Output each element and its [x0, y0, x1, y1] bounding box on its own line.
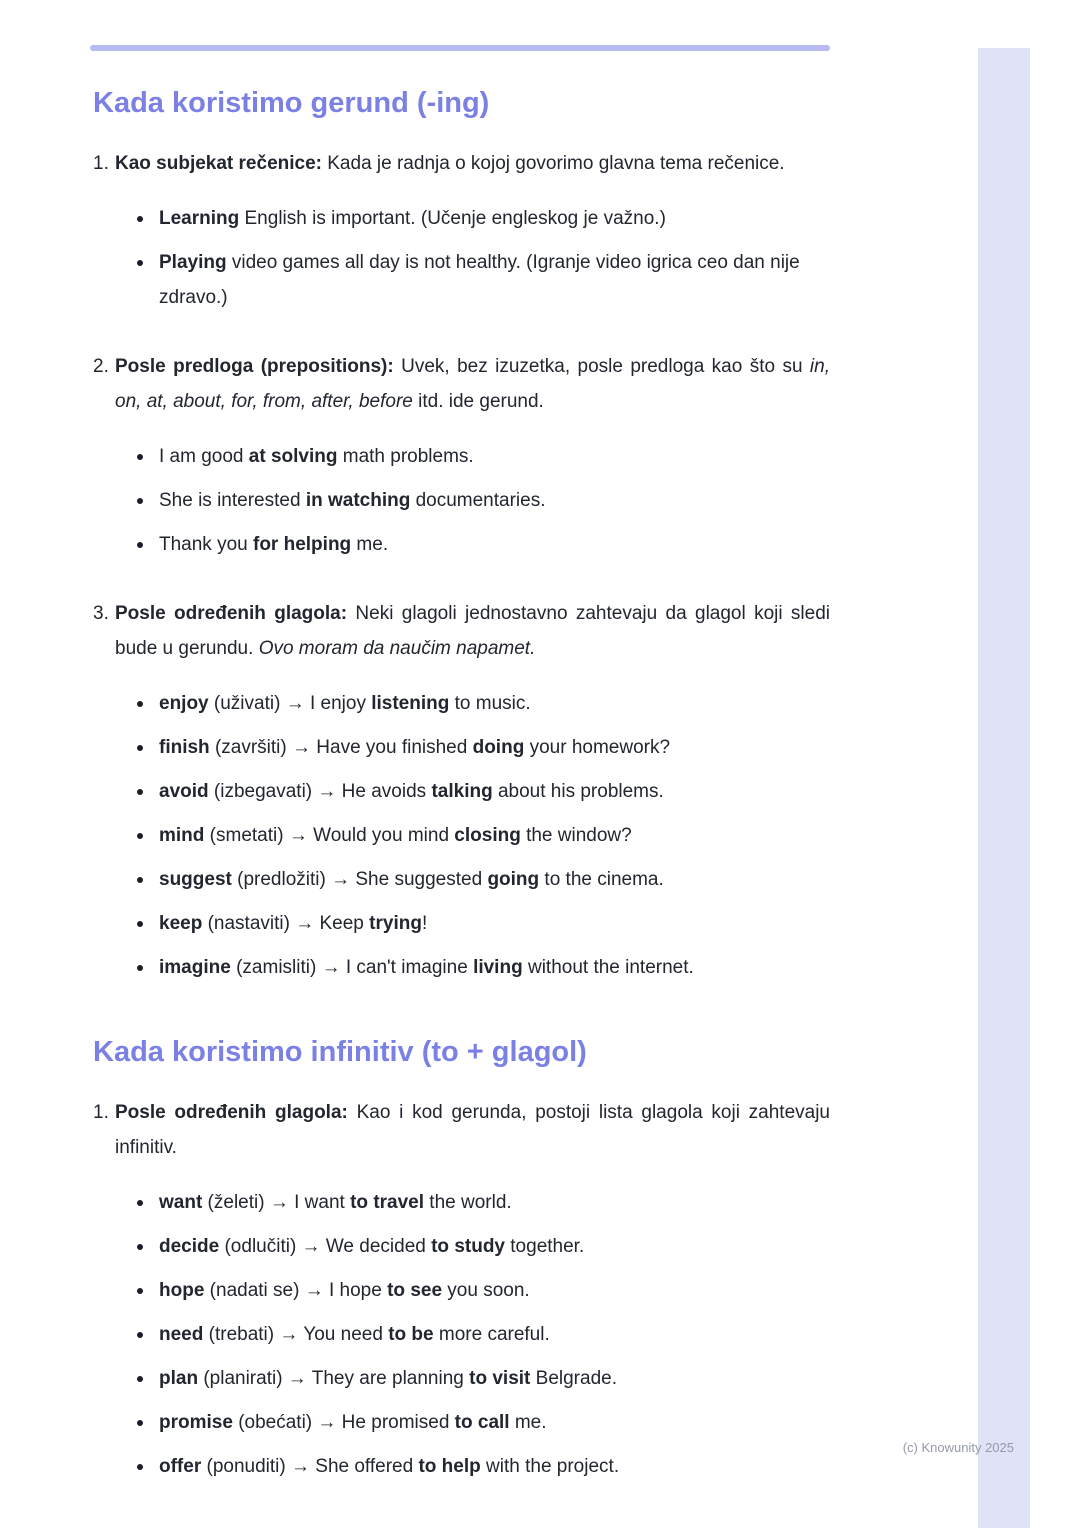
text-run: video games all day is not healthy. (Igranje video igrica ceo dan nije zdravo.) — [159, 252, 800, 308]
bullet-list — [93, 686, 830, 985]
bullet-item — [137, 818, 830, 853]
numbered-item — [93, 349, 830, 562]
text-run: (završiti) → Have you finished — [209, 737, 473, 758]
text-run: documentaries. — [410, 490, 546, 511]
text-run: (ponuditi) → She offered — [201, 1456, 419, 1477]
text-run: (smetati) → Would you mind — [204, 825, 455, 846]
bold-text: to travel — [350, 1192, 425, 1213]
bold-text: imagine — [159, 957, 231, 978]
bullet-item — [137, 774, 830, 809]
bold-text: to study — [431, 1236, 505, 1257]
bold-text: avoid — [159, 781, 209, 802]
bold-text: to help — [418, 1456, 481, 1477]
bullet-item — [137, 950, 830, 985]
bold-text: Posle predloga (prepositions): — [115, 356, 394, 377]
bold-text: to visit — [469, 1368, 531, 1389]
bold-text: in watching — [305, 490, 411, 511]
italic-text: in, on, at, about, for, from, after, before — [115, 356, 830, 412]
bold-text: listening — [371, 693, 450, 714]
copyright-text: (c) Knowunity 2025 — [902, 1440, 1014, 1455]
bullet-item — [137, 527, 830, 562]
item-head — [93, 146, 830, 181]
section — [93, 1035, 830, 1484]
bold-text: Posle određenih glagola: — [115, 1102, 348, 1123]
bold-text: suggest — [159, 869, 232, 890]
text-run: Kao i kod gerunda, postoji lista glagola koji zahtevaju infinitiv. — [115, 1102, 830, 1158]
bold-text: offer — [159, 1456, 202, 1477]
text-run: to music. — [449, 693, 531, 714]
text-run: (zamisliti) → I can't imagine — [230, 957, 474, 978]
bullet-item — [137, 730, 830, 765]
bold-text: doing — [472, 737, 525, 758]
text-run: to the cinema. — [539, 869, 664, 890]
text-run: Thank you — [159, 534, 253, 555]
text-run: (nastaviti) → Keep — [202, 913, 370, 934]
text-run: the window? — [520, 825, 632, 846]
bold-text: Posle određenih glagola: — [115, 603, 348, 624]
bullet-item — [137, 1317, 830, 1352]
bold-text: to call — [454, 1412, 510, 1433]
bold-text: trying — [369, 913, 422, 934]
text-run: (nadati se) → I hope — [204, 1280, 388, 1301]
bold-text: living — [473, 957, 523, 978]
text-run: itd. ide gerund. — [412, 391, 544, 412]
bold-text: to see — [387, 1280, 443, 1301]
numbered-item — [93, 596, 830, 985]
text-run: Kada je radnja o kojoj govorimo glavna tema rečenice. — [321, 153, 785, 174]
document-content — [93, 86, 830, 1534]
text-run: you soon. — [442, 1280, 530, 1301]
section — [93, 86, 830, 985]
bold-text: hope — [159, 1280, 205, 1301]
text-run: (trebati) → You need — [203, 1324, 389, 1345]
bullet-item — [137, 686, 830, 721]
text-run: together. — [505, 1236, 585, 1257]
numbered-item — [93, 146, 830, 315]
bullet-item — [137, 245, 830, 315]
bold-text: talking — [431, 781, 493, 802]
text-run: math problems. — [337, 446, 474, 467]
item-paragraph — [115, 349, 830, 419]
text-run: ! — [421, 913, 428, 934]
text-run: about his problems. — [492, 781, 664, 802]
bullet-list — [93, 1185, 830, 1484]
bold-text: Playing — [159, 252, 227, 273]
bold-text: for helping — [253, 534, 352, 555]
text-run: (planirati) → They are planning — [198, 1368, 470, 1389]
bullet-item — [137, 201, 830, 236]
text-run: Neki glagoli jednostavno zahtevaju da glagol koji sledi bude u gerundu. — [115, 603, 831, 659]
bold-text: to be — [388, 1324, 434, 1345]
text-run: the world. — [424, 1192, 512, 1213]
bullet-item — [137, 483, 830, 518]
section-heading: Kada koristimo infinitiv (to + glagol) — [93, 1036, 587, 1068]
bold-text: at solving — [248, 446, 338, 467]
text-run: (želeti) → I want — [202, 1192, 351, 1213]
item-paragraph — [115, 146, 830, 181]
bold-text: closing — [454, 825, 521, 846]
bullet-item — [137, 1361, 830, 1396]
text-run: (predložiti) → She suggested — [231, 869, 488, 890]
bullet-item — [137, 1449, 830, 1484]
text-run: Belgrade. — [530, 1368, 617, 1389]
bullet-item — [137, 906, 830, 941]
text-run: more careful. — [433, 1324, 550, 1345]
text-run: English is important. (Učenje engleskog je važno.) — [239, 208, 666, 229]
bullet-item — [137, 1405, 830, 1440]
bullet-item — [137, 862, 830, 897]
text-run: me. — [351, 534, 389, 555]
bold-text: want — [159, 1192, 203, 1213]
text-run: (uživati) → I enjoy — [208, 693, 372, 714]
italic-text: Ovo moram da naučim napamet. — [258, 638, 536, 659]
item-head — [93, 349, 830, 419]
side-accent-bar — [978, 48, 1030, 1528]
text-run: Uvek, bez izuzetka, posle predloga kao što su — [393, 356, 810, 377]
bold-text: promise — [159, 1412, 233, 1433]
text-run: with the project. — [480, 1456, 620, 1477]
item-paragraph — [115, 1095, 830, 1165]
bullet-item — [137, 1273, 830, 1308]
bold-text: keep — [159, 913, 203, 934]
bullet-item — [137, 1185, 830, 1220]
text-run: She is interested — [159, 490, 306, 511]
text-run: (odlučiti) → We decided — [219, 1236, 432, 1257]
text-run: (obećati) → He promised — [232, 1412, 455, 1433]
bold-text: plan — [159, 1368, 199, 1389]
bold-text: going — [487, 869, 540, 890]
section-heading: Kada koristimo gerund (-ing) — [93, 87, 490, 119]
bold-text: Learning — [159, 208, 240, 229]
bullet-list — [93, 439, 830, 562]
item-number: 3. — [93, 603, 109, 624]
bold-text: need — [159, 1324, 204, 1345]
bold-text: Kao subjekat rečenice: — [115, 153, 322, 174]
bullet-list — [93, 201, 830, 315]
bold-text: decide — [159, 1236, 220, 1257]
bold-text: mind — [159, 825, 205, 846]
bullet-item — [137, 1229, 830, 1264]
item-number: 1. — [93, 1102, 109, 1123]
item-head — [93, 596, 830, 666]
bold-text: enjoy — [159, 693, 209, 714]
item-head — [93, 1095, 830, 1165]
item-number: 2. — [93, 356, 109, 377]
numbered-item — [93, 1095, 830, 1484]
text-run: me. — [509, 1412, 547, 1433]
text-run: without the internet. — [522, 957, 694, 978]
item-paragraph — [115, 596, 830, 666]
top-accent-bar — [90, 45, 830, 51]
text-run: your homework? — [524, 737, 671, 758]
text-run: (izbegavati) → He avoids — [208, 781, 432, 802]
bullet-item — [137, 439, 830, 474]
bold-text: finish — [159, 737, 210, 758]
text-run: I am good — [159, 446, 249, 467]
item-number: 1. — [93, 153, 109, 174]
